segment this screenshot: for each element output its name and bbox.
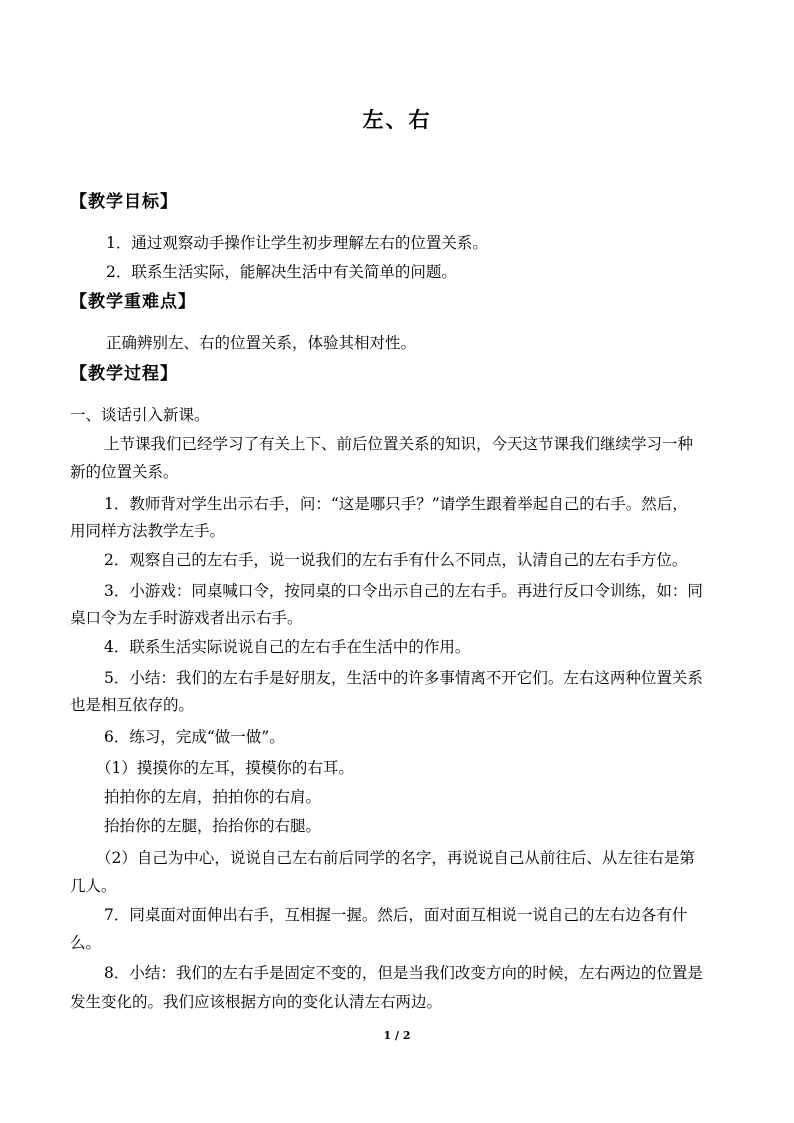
step-3-line-1: 3．小游戏：同桌喊口令，按同桌的口令出示自己的左右手。再进行反口令训练，如：同 xyxy=(104,582,703,600)
step-1-line-1: 1．教师背对学生出示右手，问：“这是哪只手？”请学生跟着举起自己的右手。然后， xyxy=(104,495,688,513)
process-intro-line-1: 上节课我们已经学习了有关上下、前后位置关系的知识，今天这节课我们继续学习一种 xyxy=(104,435,694,453)
step-6-sub-2-line-2: 几人。 xyxy=(70,877,117,895)
goal-2: 2．联系生活实际，能解决生活中有关简单的问题。 xyxy=(106,263,457,281)
step-1-line-2: 用同样方法教学左手。 xyxy=(70,522,226,540)
step-4: 4．联系生活实际说说自己的左右手在生活中的作用。 xyxy=(104,638,471,656)
step-7-line-1: 7．同桌面对面伸出右手，互相握一握。然后，面对面互相说一说自己的左右边各有什 xyxy=(104,906,688,924)
page-number: 1 / 2 xyxy=(383,1029,411,1042)
goal-1: 1．通过观察动手操作让学生初步理解左右的位置关系。 xyxy=(106,234,488,252)
page-title: 左、右 xyxy=(362,107,432,132)
step-6-sub-1b: 拍拍你的左肩，拍拍你的右肩。 xyxy=(104,788,322,806)
key-points-heading: 【教学重难点】 xyxy=(70,292,196,312)
step-2: 2．观察自己的左右手，说一说我们的左右手有什么不同点，认清自己的左右手方位。 xyxy=(104,551,688,569)
process-intro-line-2: 新的位置关系。 xyxy=(70,463,179,481)
step-3-line-2: 桌口令为左手时游戏者出示右手。 xyxy=(70,609,303,627)
step-6: 6．练习，完成“做一做”。 xyxy=(104,728,285,746)
step-5-line-2: 也是相互依存的。 xyxy=(70,696,195,714)
process-part-1: 一、谈话引入新课。 xyxy=(70,406,210,424)
step-7-line-2: 么。 xyxy=(70,934,102,952)
key-points-text: 正确辨别左、右的位置关系，体验其相对性。 xyxy=(106,334,417,352)
step-5-line-1: 5．小结：我们的左右手是好朋友，生活中的许多事情离不开它们。左右这两种位置关系 xyxy=(104,669,703,687)
step-8-line-1: 8．小结：我们的左右手是固定不变的，但是当我们改变方向的时候，左右两边的位置是 xyxy=(104,964,703,982)
goals-heading: 【教学目标】 xyxy=(70,192,178,212)
step-6-sub-2-line-1: （2）自己为中心，说说自己左右前后同学的名字，再说说自己从前往后、从左往右是第 xyxy=(96,849,695,867)
step-6-sub-1: （1）摸摸你的左耳，摸模你的右耳。 xyxy=(96,759,354,777)
process-heading: 【教学过程】 xyxy=(70,364,178,384)
step-8-line-2: 发生变化的。我们应该根据方向的变化认清左右两边。 xyxy=(70,993,443,1011)
step-6-sub-1c: 抬抬你的左腿，抬抬你的右腿。 xyxy=(104,817,322,835)
